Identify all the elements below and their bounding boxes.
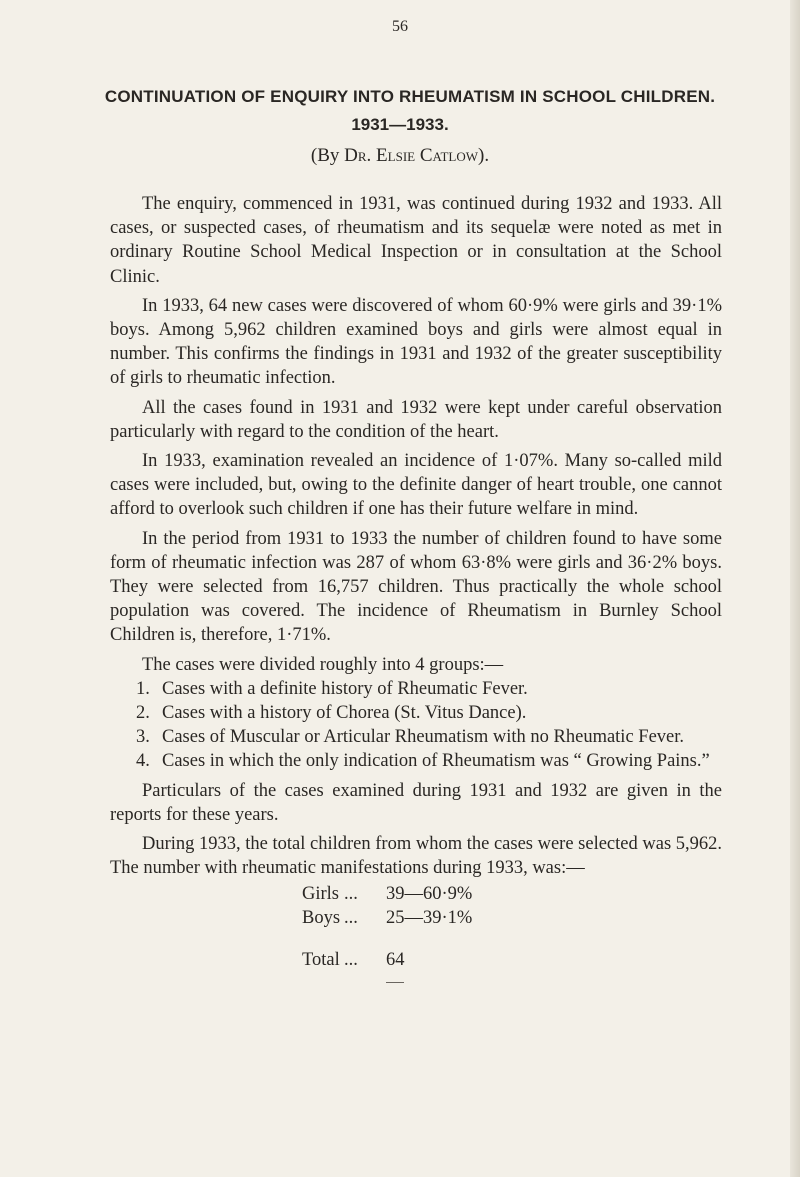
paragraph: In the period from 1931 to 1933 the number of children found to have some form of rheumatic infection was 287 of whom 63·8% were girls and 36·2% boys. They were selected from 16,757 children. Thus practically the whole school population was covered. The incidence of Rheumatism in Burnley School Children is, therefore, 1·71%. xyxy=(110,528,722,646)
list-text: Cases in which the only indication of Rheumatism was “ Growing Pains.” xyxy=(162,751,710,772)
list-text: Cases with a history of Chorea (St. Vitus Dance). xyxy=(162,703,527,724)
paragraph: All the cases found in 1931 and 1932 were kept under careful observation particularly with regard to the condition of the heart. xyxy=(110,397,722,442)
total-underline xyxy=(386,982,404,983)
paragraph: In 1933, examination revealed an incidence of 1·07%. Many so-called mild cases were included, but, owing to the definite danger of heart trouble, one cannot afford to overlook such children if one has their future welfare in mind. xyxy=(110,451,722,520)
stat-dots: ... xyxy=(344,884,358,905)
paragraph: In 1933, 64 new cases were discovered of whom 60·9% were girls and 39·1% boys. Among 5,962 children examined boys and girls were almost equal in number. This confirms the findings in 1931 and 1932 of the greater susceptibility of girls to rheumatic infection. xyxy=(110,295,722,389)
stat-label: Girls xyxy=(302,884,339,905)
byline-close: ). xyxy=(478,145,490,166)
list-number: 4. xyxy=(136,751,150,772)
list-number: 3. xyxy=(136,727,150,748)
stat-label: Total xyxy=(302,950,340,971)
groups-list xyxy=(110,677,722,774)
author-byline xyxy=(0,145,800,167)
report-years: 1931—1933. xyxy=(351,115,449,134)
report-title: CONTINUATION OF ENQUIRY INTO RHEUMATISM IN SCHOOL CHILDREN. xyxy=(104,87,716,106)
paragraph: The cases were divided roughly into 4 groups:— xyxy=(142,654,504,675)
stat-row-boys xyxy=(110,906,722,930)
list-number: 2. xyxy=(136,703,150,724)
list-number: 1. xyxy=(136,678,150,699)
paragraph: Particulars of the cases examined during 1931 and 1932 are given in the reports for these years. xyxy=(110,780,722,825)
list-text: Cases with a definite history of Rheumatic Fever. xyxy=(162,678,528,699)
author-name: Dr. Elsie Catlow xyxy=(344,145,479,166)
byline-open: (By xyxy=(310,145,345,166)
stat-value: 25—39·1% xyxy=(386,908,473,929)
stat-row-total xyxy=(110,948,722,972)
page-number: 56 xyxy=(392,18,408,35)
stat-label: Boys xyxy=(302,908,341,929)
page-edge-shadow xyxy=(790,0,800,1177)
list-text: Cases of Muscular or Articular Rheumatism with no Rheumatic Fever. xyxy=(162,727,685,748)
list-item xyxy=(110,677,722,701)
list-item xyxy=(110,749,722,773)
stat-value: 39—60·9% xyxy=(386,884,473,905)
list-item xyxy=(110,701,722,725)
report-body xyxy=(110,192,722,983)
paragraph: During 1933, the total children from whom the cases were selected was 5,962. The number with rheumatic manifestations during 1933, was:— xyxy=(110,834,723,879)
stat-value: 64 xyxy=(386,950,405,971)
stats-table xyxy=(110,882,722,983)
list-item xyxy=(110,725,722,749)
stat-row-girls xyxy=(110,882,722,906)
stat-dots: ... xyxy=(344,908,358,929)
paragraph: The enquiry, commenced in 1931, was continued during 1932 and 1933. All cases, or suspected cases, of rheumatism and its sequelæ were noted as met in ordinary Routine School Medical Inspection or in consultation at the School Clinic. xyxy=(110,194,722,287)
stat-dots: ... xyxy=(344,950,358,971)
